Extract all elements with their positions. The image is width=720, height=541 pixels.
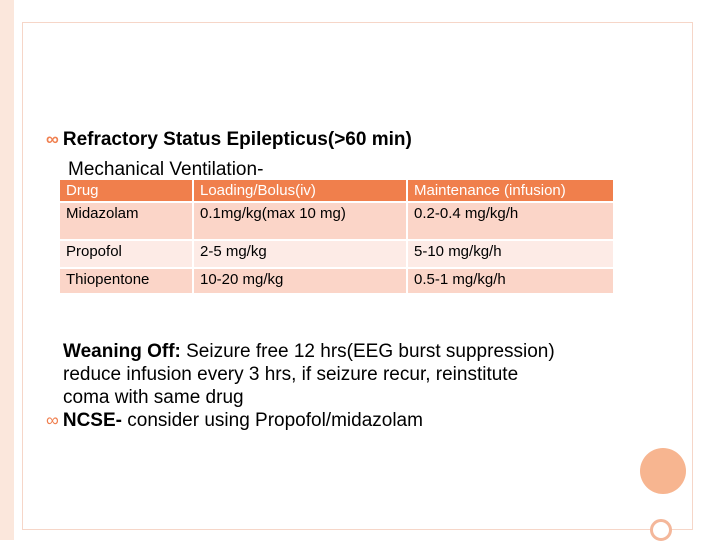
bullet-icon: ∞ [46,410,59,430]
cell-drug: Thiopentone [60,268,193,294]
ncse-text: consider using Propofol/midazolam [121,410,423,431]
weaning-line-3: coma with same drug [63,387,244,408]
cell-maintenance: 5-10 mg/kg/h [407,240,614,268]
decorative-circle [640,448,686,494]
table-row [60,202,614,240]
heading-refractory [46,129,412,151]
cell-maintenance: 0.2-0.4 mg/kg/h [407,202,614,240]
ncse-line [46,409,666,432]
weaning-label: Weaning Off: [63,341,181,362]
decorative-ring [650,519,672,541]
weaning-line-2: reduce infusion every 3 hrs, if seizure recur, reinstitute [63,364,519,385]
cell-loading: 0.1mg/kg(max 10 mg) [193,202,407,240]
cell-drug: Midazolam [60,202,193,240]
cell-maintenance: 0.5-1 mg/kg/h [407,268,614,294]
bullet-icon: ∞ [46,129,59,149]
col-header-drug: Drug [60,180,193,202]
heading-mech-vent: Mechanical Ventilation- [68,159,264,180]
weaning-paragraph [46,340,666,432]
table-row [60,268,614,294]
table-row [60,240,614,268]
weaning-text-1: Seizure free 12 hrs(EEG burst suppression) [180,341,555,362]
weaning-line-1 [46,340,666,363]
cell-loading: 10-20 mg/kg [193,268,407,294]
col-header-maintenance: Maintenance (infusion) [407,180,614,202]
ncse-label: NCSE- [62,410,122,431]
heading-refractory-text: Refractory Status Epilepticus(>60 min) [62,129,412,150]
drug-table [60,180,615,295]
table-header-row [60,180,614,202]
left-accent-bar [0,0,14,540]
col-header-loading: Loading/Bolus(iv) [193,180,407,202]
cell-loading: 2-5 mg/kg [193,240,407,268]
cell-drug: Propofol [60,240,193,268]
